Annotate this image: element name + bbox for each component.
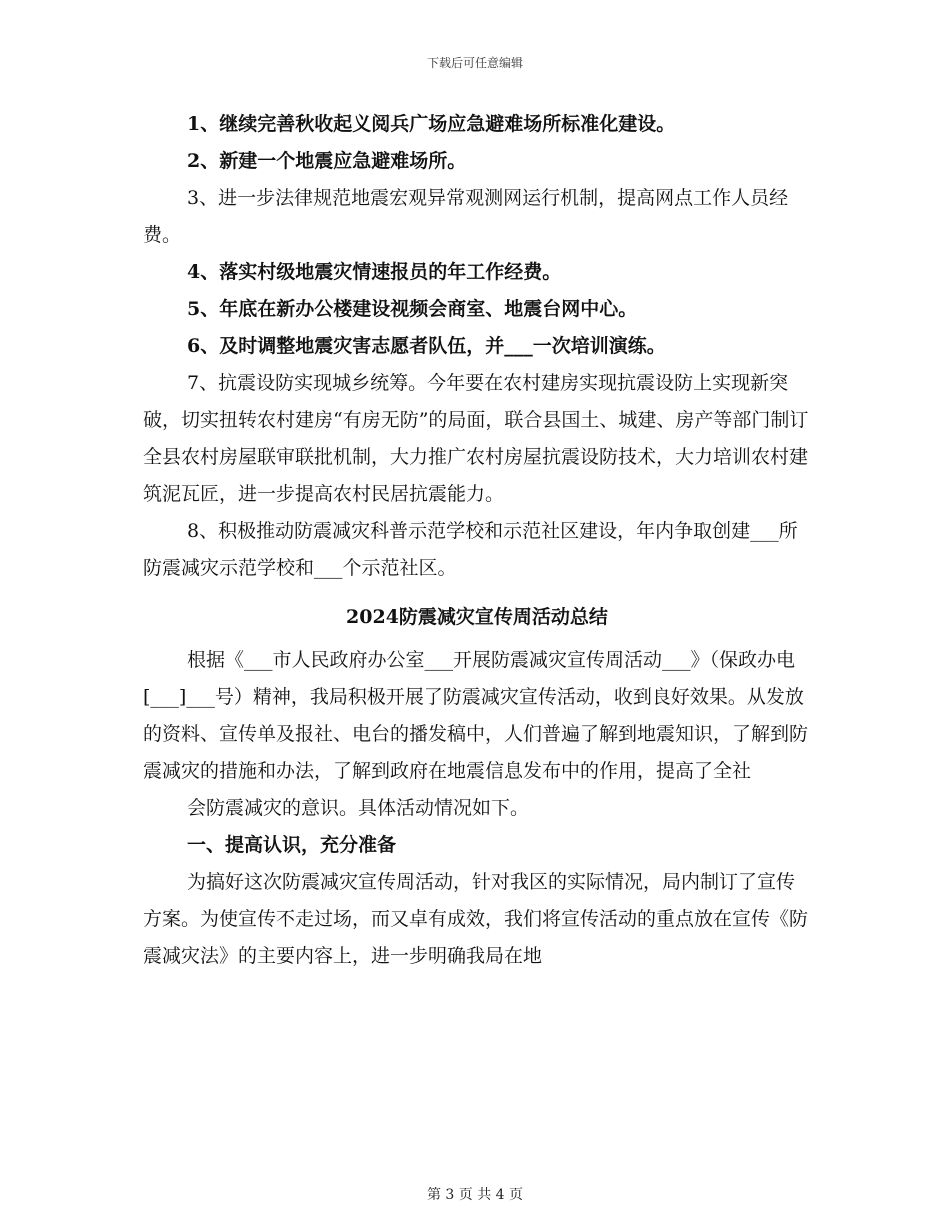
document-body xyxy=(143,106,811,975)
paragraph-2: 2、新建一个地震应急避难场所。 xyxy=(187,150,467,172)
paragraph-6: 6、及时调整地震灾害志愿者队伍，并___一次培训演练。 xyxy=(187,335,666,357)
paragraph-3: 3、进一步法律规范地震宏观异常观测网运行机制，提高网点工作人员经费。 xyxy=(143,187,789,246)
page-header: 下载后可任意编辑 xyxy=(426,56,523,70)
section-title: 2024防震减灾宣传周活动总结 xyxy=(346,606,608,628)
paragraph-1: 1、继续完善秋收起义阅兵广场应急避难场所标准化建设。 xyxy=(187,113,676,135)
summary-paragraph-2: 会防震减灾的意识。具体活动情况如下。 xyxy=(187,797,530,819)
paragraph-5: 5、年底在新办公楼建设视频会商室、地震台网中心。 xyxy=(187,298,638,320)
paragraph-8: 8、积极推动防震减灾科普示范学校和示范社区建设，年内争取创建___所防震减灾示范学校和___个示范社区。 xyxy=(143,520,798,579)
paragraph-7: 7、抗震设防实现城乡统筹。今年要在农村建房实现抗震设防上实现新突破，切实扭转农村建房“有房无防”的局面，联合县国土、城建、房产等部门制订全县农村房屋联审联批机制，大力推广农村房屋抗震设防技术，大力培训农村建筑泥瓦匠，进一步提高农村民居抗震能力。 xyxy=(143,372,809,505)
subheading-1: 一、提高认识，充分准备 xyxy=(187,834,397,856)
page-footer: 第 3 页 共 4 页 xyxy=(426,1187,524,1203)
summary-paragraph-1: 根据《___市人民政府办公室___开展防震减灾宣传周活动___》（保政办电[___]___号）精神，我局积极开展了防震减灾宣传活动，收到良好效果。从发放的资料、宣传单及报社、电台的播发稿中，人们普遍了解到地震知识，了解到防震减灾的措施和办法，了解到政府在地震信息发布中的作用，提高了全社 xyxy=(143,649,809,782)
summary-paragraph-3: 为搞好这次防震减灾宣传周活动，针对我区的实际情况，局内制订了宣传方案。为使宣传不走过场，而又卓有成效，我们将宣传活动的重点放在宣传《防震减灾法》的主要内容上，进一步明确我局在地 xyxy=(143,871,809,967)
paragraph-4: 4、落实村级地震灾情速报员的年工作经费。 xyxy=(187,261,562,283)
